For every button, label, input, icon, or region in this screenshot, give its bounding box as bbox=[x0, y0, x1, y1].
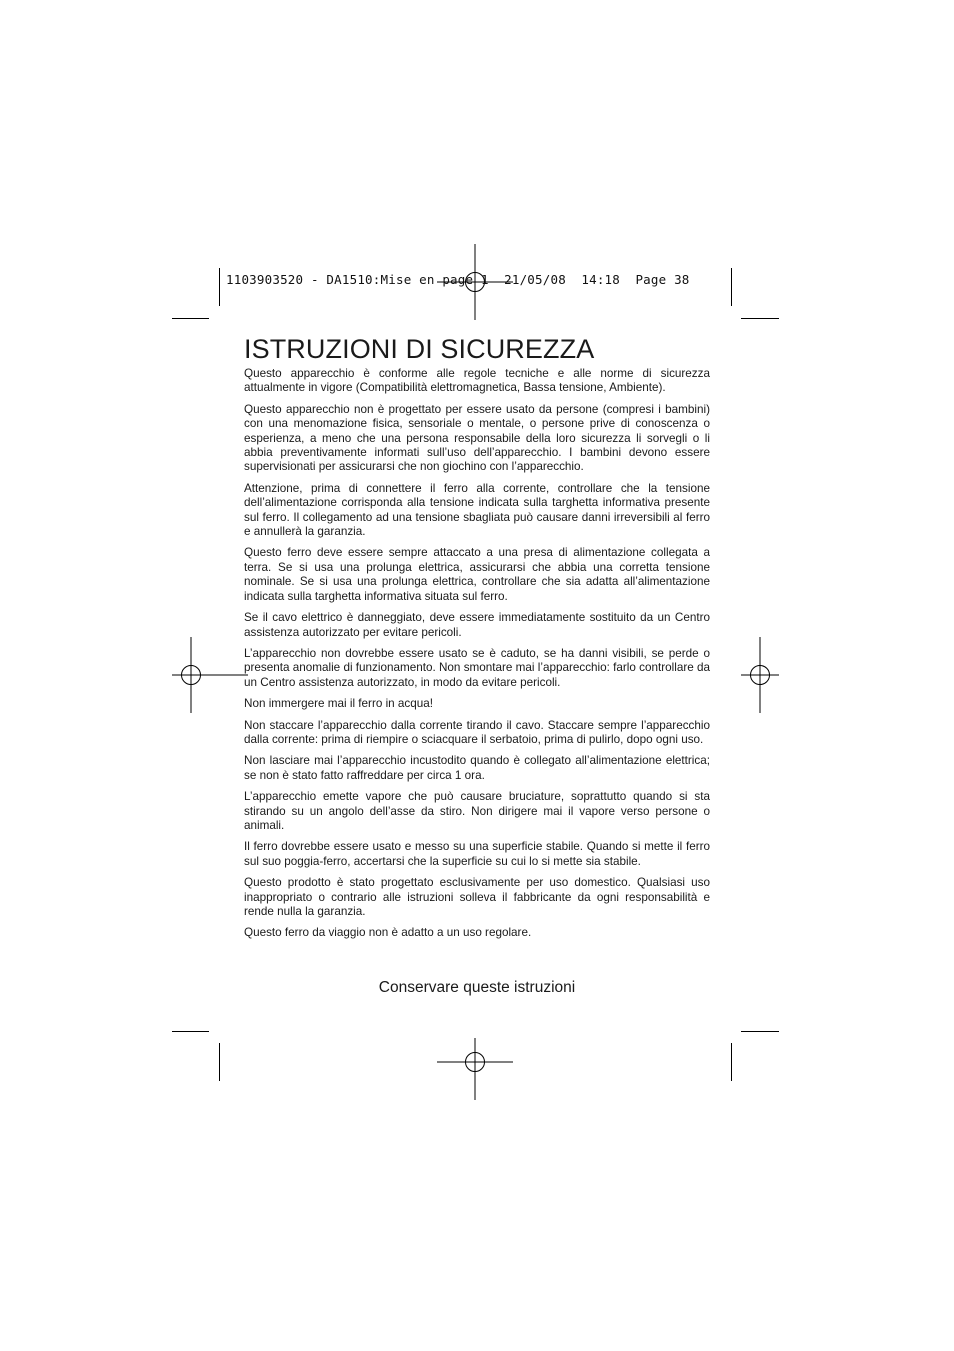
registration-mark-bottom-icon bbox=[437, 1024, 513, 1100]
crop-mark-bottom-left-horizontal bbox=[172, 1031, 209, 1032]
paragraph-persons-restriction: Questo apparecchio non è progettato per essere usato da persone (compresi i bambini) con una menomazione fisica, sensoriale o mentale, o persone prive di conoscenza o esperienza, a meno che una persona responsabile della loro sicurezza li sorvegli o li abbia preventivamente informati sull’uso dell’apparecchio. I bambini devono essere supervisionati per assicurarsi che non giochino con l’apparecchio. bbox=[244, 402, 710, 474]
crop-mark-top-right-vertical bbox=[731, 268, 732, 306]
crop-mark-bottom-right-horizontal bbox=[741, 1031, 779, 1032]
print-slug-line: 1103903520 - DA1510:Mise en page 1 21/05/08 14:18 Page 38 bbox=[226, 272, 690, 287]
registration-mark-right-icon bbox=[722, 637, 798, 713]
crop-mark-top-right-horizontal bbox=[741, 318, 779, 319]
paragraph-unplugging: Non staccare l’apparecchio dalla corrente tirando il cavo. Staccare sempre l’apparecchio dalla corrente: prima di riempire o sciacquare il serbatoio, prima di pulirlo, dopo ogni uso. bbox=[244, 718, 710, 746]
page-title: ISTRUZIONI DI SICUREZZA bbox=[244, 334, 595, 364]
paragraph-compliance: Questo apparecchio è conforme alle regole tecniche e alle norme di sicurezza attualmente in vigore (Compatibilità elettromagnetica, Bassa tensione, Ambiente). bbox=[244, 367, 710, 395]
crop-mark-bottom-right-vertical bbox=[731, 1043, 732, 1081]
paragraph-dropped-appliance: L’apparecchio non dovrebbe essere usato se è caduto, se ha danni visibili, se perde o presenta anomalie di funzionamento. Non smontare mai l’apparecchio: farlo controllare da un Centro assistenza autorizzato, in modo da evitare pericoli. bbox=[244, 646, 710, 689]
paragraph-damaged-cable: Se il cavo elettrico è danneggiato, deve essere immediatamente sostituito da un Centro assistenza autorizzato per evitare pericoli. bbox=[244, 611, 710, 639]
document-body bbox=[244, 334, 710, 948]
registration-mark-left-icon bbox=[172, 637, 248, 713]
paragraph-voltage-warning: Attenzione, prima di connettere il ferro alla corrente, controllare che la tensione dell’alimentazione corrisponda alla tensione indicata sulla targhetta informativa presente sul ferro. Il collegamento ad una tensione sbagliata può causare danni irreversibili al ferro e annullerà la garanzia. bbox=[244, 481, 710, 539]
paragraph-domestic-use: Questo prodotto è stato progettato esclusivamente per uso domestico. Qualsiasi uso inappropriato o contrario alle istruzioni solleva il fabbricante da ogni responsabilità e rende nulla la garanzia. bbox=[244, 876, 710, 918]
crop-mark-bottom-left-vertical bbox=[219, 1043, 220, 1081]
crop-mark-top-left-vertical bbox=[219, 268, 220, 306]
paragraph-travel-iron: Questo ferro da viaggio non è adatto a un uso regolare. bbox=[244, 926, 532, 940]
paragraph-unattended: Non lasciare mai l’apparecchio incustodito quando è collegato all’alimentazione elettrica; se non è stato fatto raffreddare per circa 1 ora. bbox=[244, 754, 710, 782]
paragraph-no-immersion: Non immergere mai il ferro in acqua! bbox=[244, 697, 434, 711]
closing-note: Conservare queste istruzioni bbox=[378, 979, 576, 996]
paragraph-steam-burns: L’apparecchio emette vapore che può causare bruciature, soprattutto quando si sta stirando su un angolo dell’asse da stiro. Non dirigere mai il vapore verso persone o animali. bbox=[244, 790, 710, 832]
crop-mark-top-left-horizontal bbox=[172, 318, 209, 319]
paragraph-grounding: Questo ferro deve essere sempre attaccato a una presa di alimentazione collegata a terra. Se si usa una prolunga elettrica, assicurarsi che abbia una corretta tensione nominale. Se si usa una prolunga elettrica, controllare che sia adatta all’alimentazione indicata sulla targhetta informativa situata sul ferro. bbox=[244, 546, 710, 603]
paragraph-stable-surface: Il ferro dovrebbe essere usato e messo su una superficie stabile. Quando si mette il ferro sul suo poggia-ferro, accertarsi che la superficie su cui lo si mette sia stabile. bbox=[244, 840, 710, 868]
